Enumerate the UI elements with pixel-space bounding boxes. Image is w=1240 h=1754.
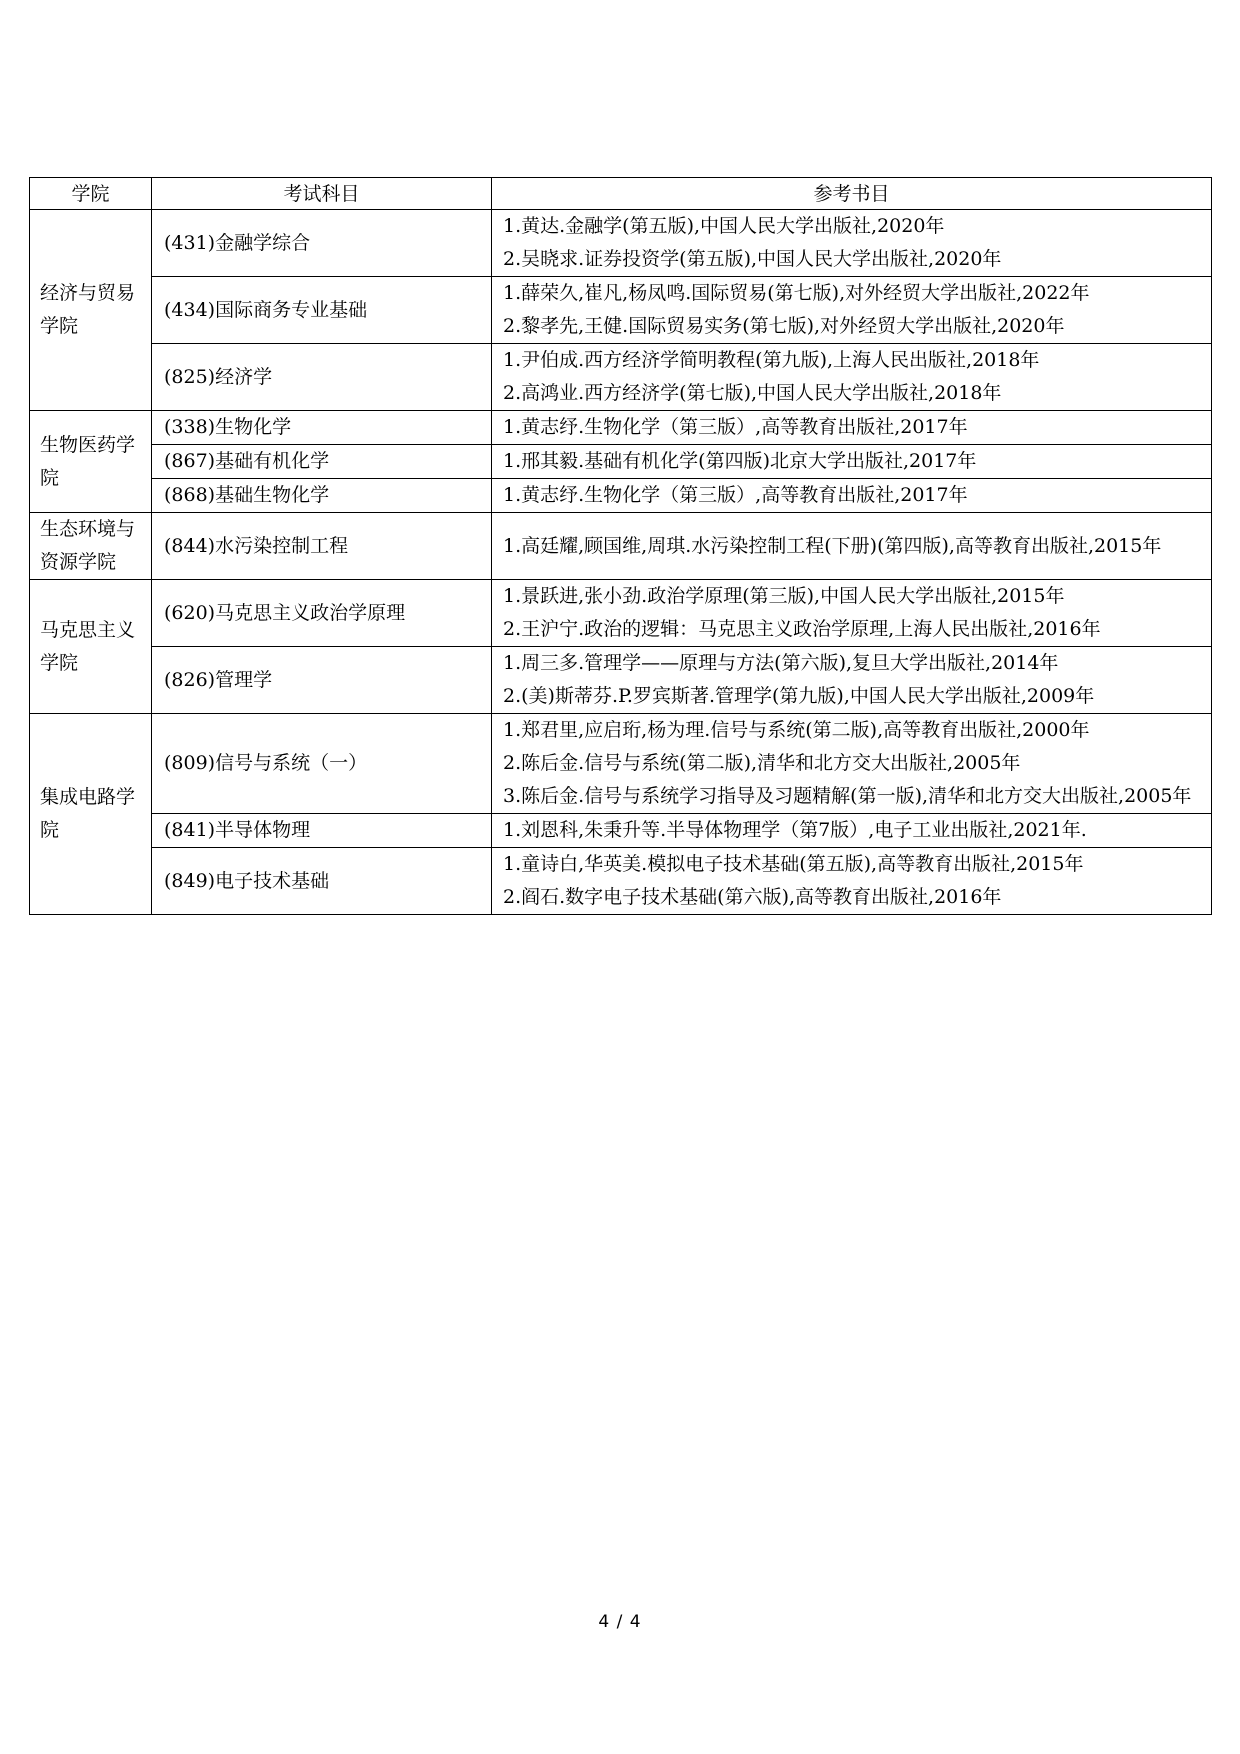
reference-book-table [29, 177, 1212, 915]
exam-subject-cell: (809)信号与系统（一） [152, 714, 492, 814]
reference-books-cell [492, 479, 1212, 513]
reference-book-entry: 1.薛荣久,崔凡,杨凤鸣.国际贸易(第七版),对外经贸大学出版社,2022年 [503, 282, 1090, 304]
college-cell: 集成电路学院 [30, 714, 152, 915]
table-row [30, 580, 1212, 647]
reference-book-entry: 3.陈后金.信号与系统学习指导及习题精解(第一版),清华和北方交大出版社,2005年 [503, 785, 1192, 807]
college-cell: 生态环境与资源学院 [30, 513, 152, 580]
exam-subject-cell: (849)电子技术基础 [152, 848, 492, 915]
reference-books-cell [492, 647, 1212, 714]
reference-book-entry: 2.吴晓求.证券投资学(第五版),中国人民大学出版社,2020年 [503, 248, 1002, 270]
college-cell: 马克思主义学院 [30, 580, 152, 714]
reference-books-cell [492, 580, 1212, 647]
reference-books-cell [492, 714, 1212, 814]
table-row [30, 344, 1212, 411]
reference-books-cell [492, 344, 1212, 411]
reference-book-entry: 1.黄志纾.生物化学（第三版）,高等教育出版社,2017年 [503, 484, 968, 506]
exam-subject-cell: (844)水污染控制工程 [152, 513, 492, 580]
reference-book-entry: 1.尹伯成.西方经济学简明教程(第九版),上海人民出版社,2018年 [503, 349, 1040, 371]
reference-book-entry: 1.童诗白,华英美.模拟电子技术基础(第五版),高等教育出版社,2015年 [503, 853, 1084, 875]
reference-books-cell [492, 513, 1212, 580]
reference-books-cell [492, 814, 1212, 848]
table-row [30, 814, 1212, 848]
table-row [30, 277, 1212, 344]
exam-subject-cell: (841)半导体物理 [152, 814, 492, 848]
exam-subject-cell: (620)马克思主义政治学原理 [152, 580, 492, 647]
table-row [30, 714, 1212, 814]
exam-subject-cell: (826)管理学 [152, 647, 492, 714]
table-row [30, 647, 1212, 714]
exam-subject-cell: (868)基础生物化学 [152, 479, 492, 513]
table-row [30, 479, 1212, 513]
reference-books-cell [492, 445, 1212, 479]
header-subject: 考试科目 [152, 178, 492, 210]
table-header-row [30, 178, 1212, 210]
reference-books-cell [492, 411, 1212, 445]
table-row [30, 848, 1212, 915]
table-row [30, 513, 1212, 580]
reference-book-entry: 2.陈后金.信号与系统(第二版),清华和北方交大出版社,2005年 [503, 752, 1021, 774]
reference-book-entry: 1.高廷耀,顾国维,周琪.水污染控制工程(下册)(第四版),高等教育出版社,2015年 [503, 534, 1162, 557]
reference-book-entry: 1.黄达.金融学(第五版),中国人民大学出版社,2020年 [503, 215, 945, 237]
table-row [30, 411, 1212, 445]
reference-book-entry: 1.周三多.管理学——原理与方法(第六版),复旦大学出版社,2014年 [503, 652, 1059, 674]
reference-book-entry: 2.阎石.数字电子技术基础(第六版),高等教育出版社,2016年 [503, 886, 1002, 908]
reference-book-entry: 2.(美)斯蒂芬.P.罗宾斯著.管理学(第九版),中国人民大学出版社,2009年 [503, 685, 1095, 707]
header-books: 参考书目 [492, 178, 1212, 210]
exam-subject-cell: (867)基础有机化学 [152, 445, 492, 479]
college-cell: 生物医药学院 [30, 411, 152, 513]
reference-book-entry: 1.刘恩科,朱秉升等.半导体物理学（第7版）,电子工业出版社,2021年. [503, 819, 1087, 841]
table-row [30, 445, 1212, 479]
exam-subject-cell: (825)经济学 [152, 344, 492, 411]
reference-book-entry: 1.黄志纾.生物化学（第三版）,高等教育出版社,2017年 [503, 416, 968, 438]
reference-books-cell [492, 848, 1212, 915]
exam-subject-cell: (434)国际商务专业基础 [152, 277, 492, 344]
reference-book-entry: 2.黎孝先,王健.国际贸易实务(第七版),对外经贸大学出版社,2020年 [503, 315, 1065, 337]
table-body [30, 210, 1212, 915]
reference-book-entry: 2.高鸿业.西方经济学(第七版),中国人民大学出版社,2018年 [503, 382, 1002, 404]
exam-subject-cell: (431)金融学综合 [152, 210, 492, 277]
reference-books-cell [492, 277, 1212, 344]
header-college: 学院 [30, 178, 152, 210]
reference-book-entry: 2.王沪宁.政治的逻辑：马克思主义政治学原理,上海人民出版社,2016年 [503, 618, 1101, 640]
exam-subject-cell: (338)生物化学 [152, 411, 492, 445]
reference-book-entry: 1.邢其毅.基础有机化学(第四版)北京大学出版社,2017年 [503, 450, 977, 472]
reference-book-entry: 1.郑君里,应启珩,杨为理.信号与系统(第二版),高等教育出版社,2000年 [503, 719, 1090, 741]
reference-book-entry: 1.景跃进,张小劲.政治学原理(第三版),中国人民大学出版社,2015年 [503, 585, 1065, 607]
table-row [30, 210, 1212, 277]
reference-books-cell [492, 210, 1212, 277]
page-number: 4 / 4 [598, 1612, 642, 1632]
college-cell: 经济与贸易学院 [30, 210, 152, 411]
